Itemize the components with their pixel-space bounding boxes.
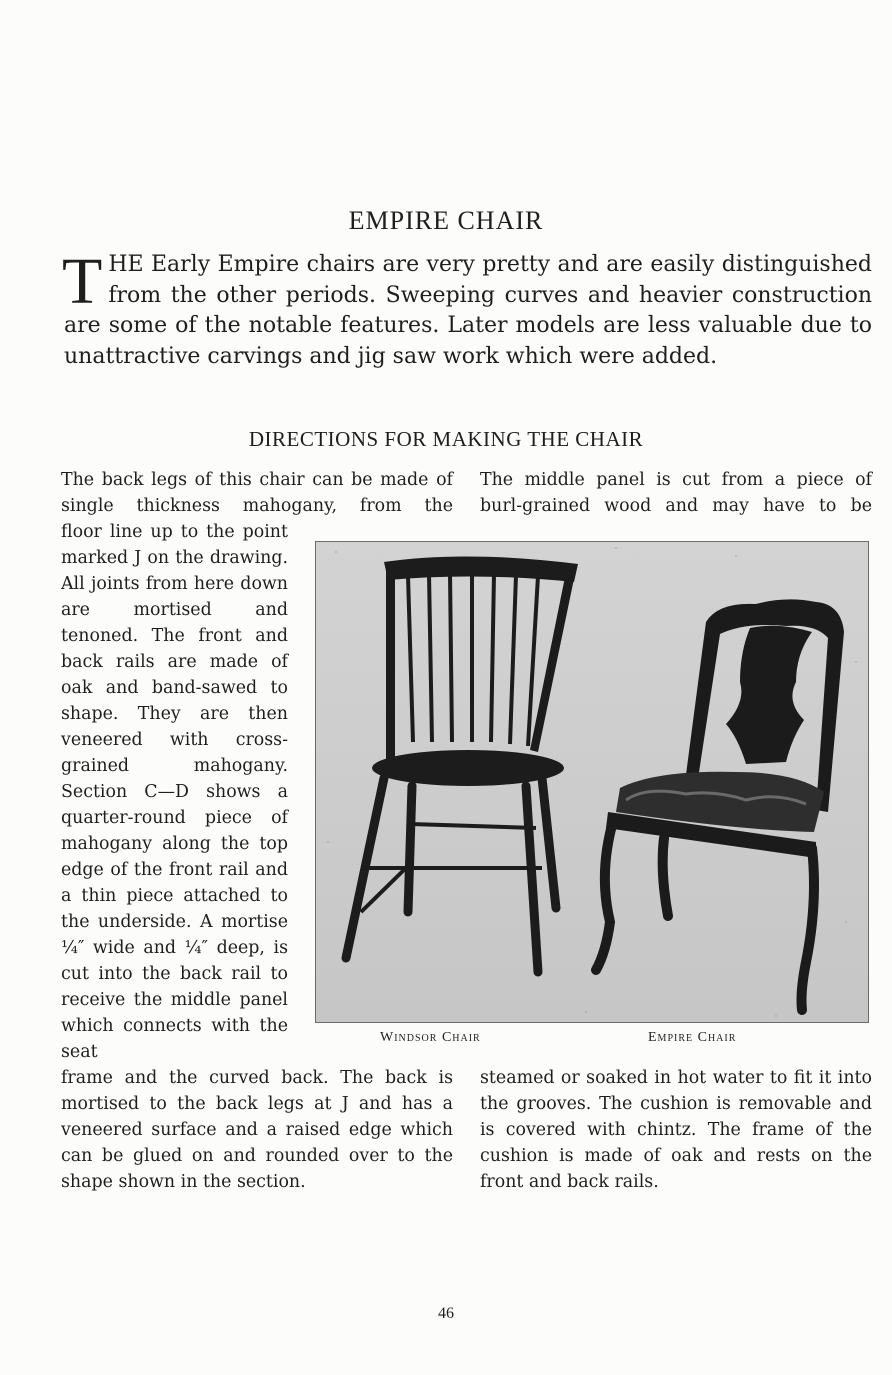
right-column-top: The middle panel is cut from a piece of burl-grained wood and may have to be xyxy=(480,470,872,516)
chairs-photograph xyxy=(315,541,869,1023)
page-number: 46 xyxy=(438,1305,454,1322)
right-column-bottom: steamed or soaked in hot water to fit it into the grooves. The cushion is removable and is covered with chintz. The frame of the cushion is made of oak and rests on the front and back rails. xyxy=(480,1068,872,1192)
left-column-top: The back legs of this chair can be made of single thickness mahogany, from the xyxy=(61,470,453,516)
caption-empire-chair: Empire Chair xyxy=(648,1030,737,1045)
section-heading: DIRECTIONS FOR MAKING THE CHAIR xyxy=(248,427,644,451)
left-column-bottom: frame and the curved back. The back is mortised to the back legs at J and has a veneered surface and a raised edge which can be glued on and rounded over to the shape shown in the section. xyxy=(61,1068,453,1192)
narrow-column-text: floor line up to the point marked J on the drawing. All joints from here down are mortised and tenoned. The front and back rails are made of oak and band-sawed to shape. They are then veneered with cross-grained mahogany. Section C—D shows a quarter-round piece of mahogany along the top edge of the front rail and a thin piece attached to the underside. A mortise ¼″ wide and ¼″ deep, is cut into the back rail to receive the middle panel which connects with the seat xyxy=(61,522,288,1062)
chairs-illustration xyxy=(316,542,868,1022)
intro-paragraph xyxy=(62,245,872,372)
caption-windsor-chair: Windsor Chair xyxy=(380,1030,481,1045)
page-title: EMPIRE CHAIR xyxy=(348,206,544,235)
intro-text: HE Early Empire chairs are very pretty and are easily distinguished from the other periods. Sweeping curves and heavier construction are some of the notable features. Later models are less valuable due to unattractive carvings and jig saw work which were added. xyxy=(64,252,872,369)
drop-cap: T xyxy=(62,245,103,318)
